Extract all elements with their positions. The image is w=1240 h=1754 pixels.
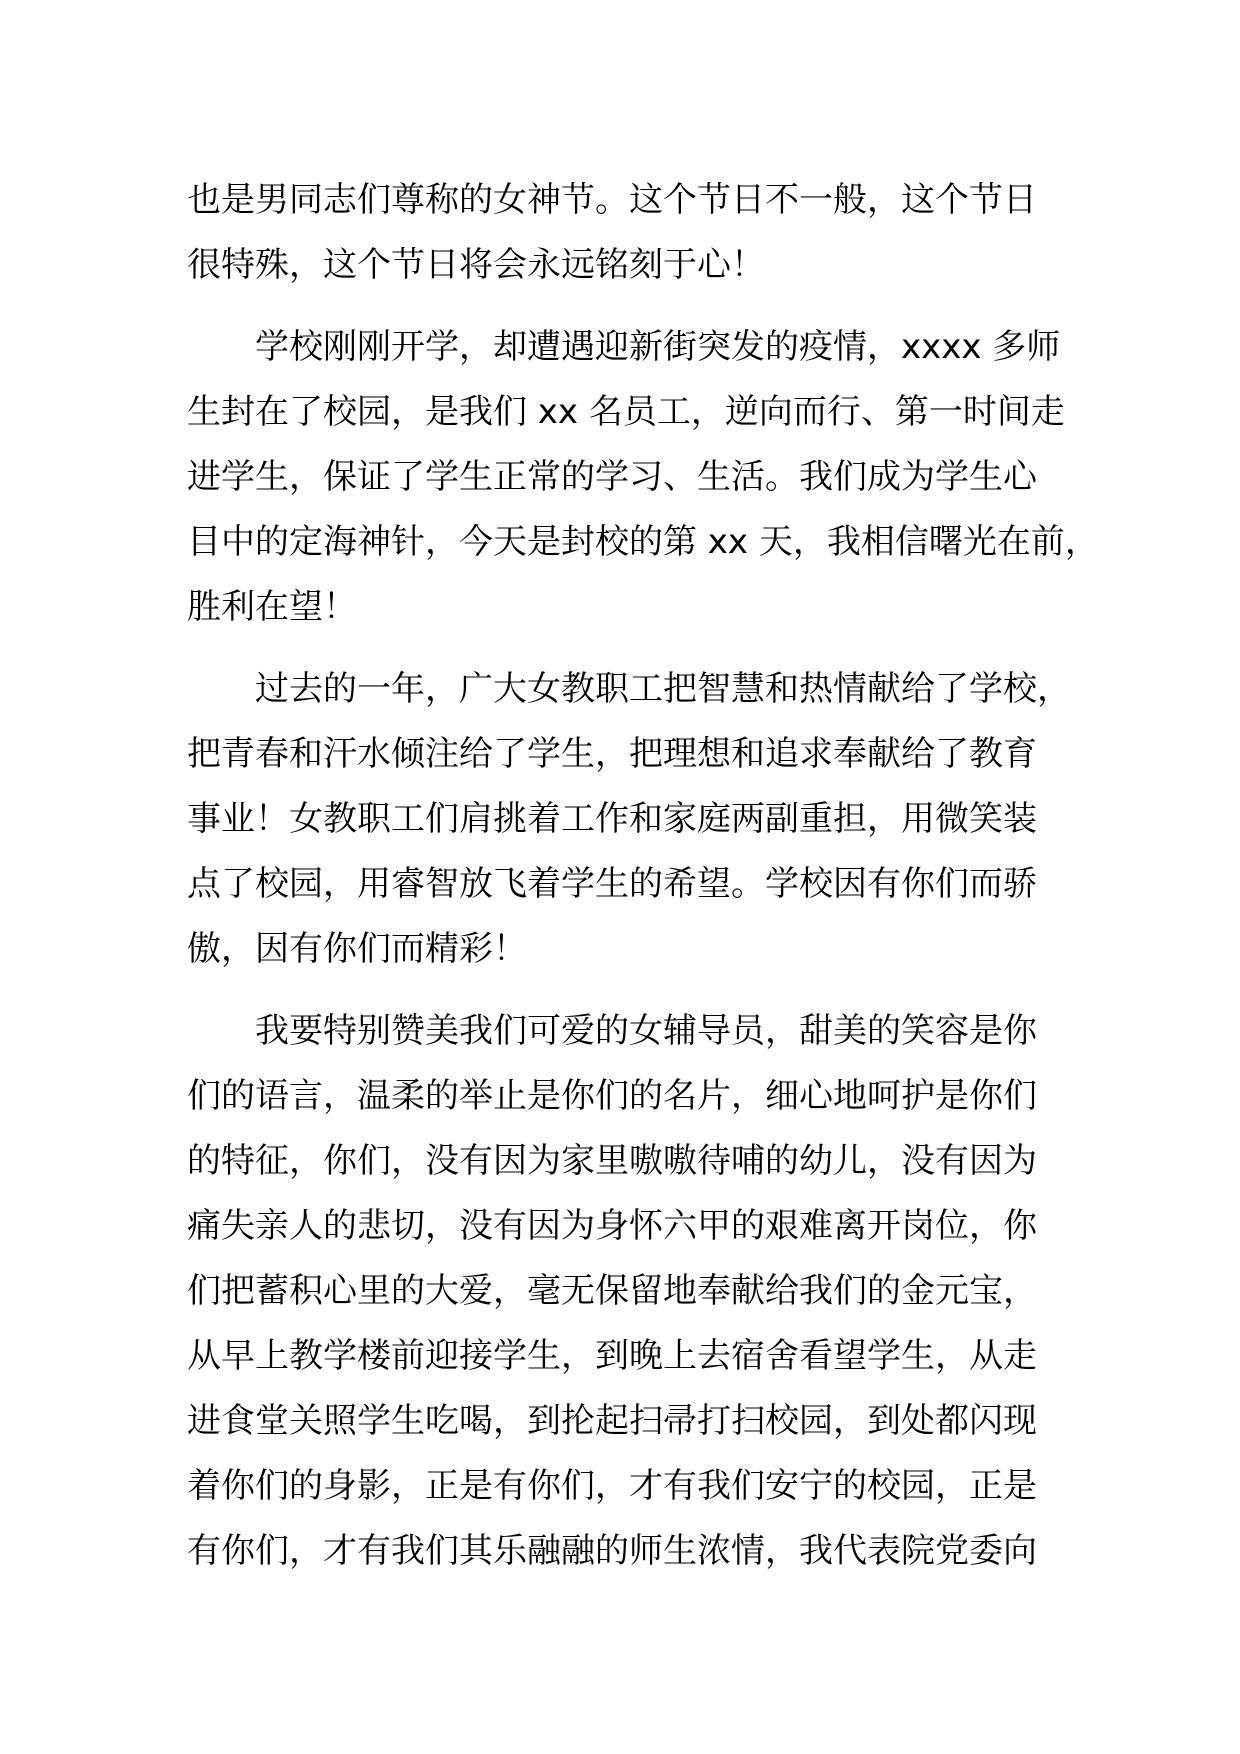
text-line: 的特征，你们，没有因为家里嗷嗷待哺的幼儿，没有因为 bbox=[187, 1141, 1037, 1181]
text-line: 生封在了校园，是我们 xx 名员工，逆向而行、第一时间走 bbox=[187, 392, 1065, 432]
document-body bbox=[187, 168, 1099, 1601]
text-line: 们把蓄积心里的大爱，毫无保留地奉献给我们的金元宝， bbox=[187, 1271, 1037, 1311]
text-line: 把青春和汗水倾注给了学生，把理想和追求奉献给了教育 bbox=[187, 734, 1037, 774]
text-line: 也是男同志们尊称的女神节。这个节日不一般，这个节日 bbox=[187, 180, 1037, 220]
text-line: 痛失亲人的悲切，没有因为身怀六甲的艰难离开岗位，你 bbox=[187, 1206, 1037, 1246]
text-line: 傲，因有你们而精彩！ bbox=[187, 929, 527, 969]
text-line: 学校刚刚开学，却遭遇迎新街突发的疫情，xxxx 多师 bbox=[255, 327, 1061, 367]
text-line: 们的语言，温柔的举止是你们的名片，细心地呵护是你们 bbox=[187, 1076, 1037, 1116]
text-line: 过去的一年，广大女教职工把智慧和热情献给了学校， bbox=[255, 669, 1071, 709]
paragraph-2 bbox=[187, 315, 1099, 640]
paragraph-1 bbox=[187, 168, 1087, 298]
text-line: 我要特别赞美我们可爱的女辅导员，甜美的笑容是你 bbox=[255, 1011, 1037, 1051]
text-line: 进食堂关照学生吃喝，到抡起扫帚打扫校园，到处都闪现 bbox=[187, 1401, 1037, 1441]
text-line: 很特殊，这个节日将会永远铭刻于心！ bbox=[187, 245, 765, 285]
paragraph-4 bbox=[187, 999, 1087, 1584]
text-line: 点了校园，用睿智放飞着学生的希望。学校因有你们而骄 bbox=[187, 864, 1037, 904]
text-line: 胜利在望！ bbox=[187, 587, 357, 627]
paragraph-3 bbox=[187, 657, 1087, 982]
text-line: 着你们的身影，正是有你们，才有我们安宁的校园，正是 bbox=[187, 1466, 1037, 1506]
text-line: 有你们，才有我们其乐融融的师生浓情，我代表院党委向 bbox=[187, 1531, 1037, 1571]
text-line: 事业！女教职工们肩挑着工作和家庭两副重担，用微笑装 bbox=[187, 799, 1037, 839]
text-line: 从早上教学楼前迎接学生，到晚上去宿舍看望学生，从走 bbox=[187, 1336, 1037, 1376]
text-line: 目中的定海神针，今天是封校的第 xx 天，我相信曙光在前， bbox=[187, 522, 1099, 562]
text-line: 进学生，保证了学生正常的学习、生活。我们成为学生心 bbox=[187, 457, 1037, 497]
